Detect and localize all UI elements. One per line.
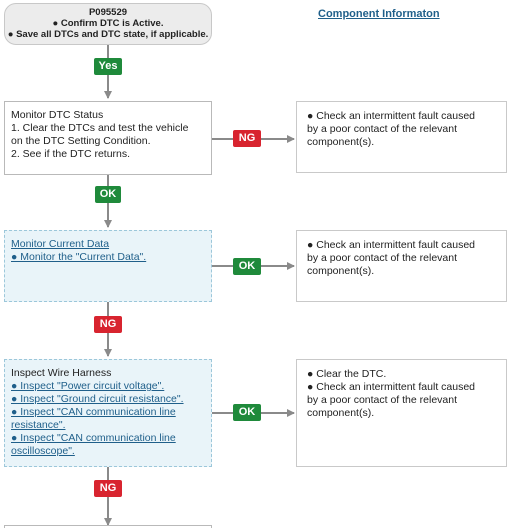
component-information-link[interactable]: Component Informaton <box>318 8 440 20</box>
ng-label-step3: NG <box>94 480 122 497</box>
ok-label-step1: OK <box>95 186 121 203</box>
result1-line2: by a poor contact of the relevant <box>307 123 458 135</box>
step2-title-link[interactable]: Monitor Current Data <box>11 238 110 250</box>
step-inspect-wire-harness <box>4 359 212 467</box>
result3-line4: component(s). <box>307 407 375 419</box>
result3-line1: ● Clear the DTC. <box>307 368 387 380</box>
result-clear-dtc <box>296 359 507 467</box>
step1-line3: 2. See if the DTC returns. <box>11 148 131 160</box>
step2-line1-link[interactable]: ● Monitor the "Current Data". <box>11 251 147 263</box>
start-line-confirm: ● Confirm DTC is Active. <box>52 18 164 29</box>
result2-line3: component(s). <box>307 265 375 277</box>
dtc-code: P095529 <box>88 7 128 18</box>
step1-title: Monitor DTC Status <box>11 109 104 121</box>
result1-line3: component(s). <box>307 136 375 148</box>
result3-line3: by a poor contact of the relevant <box>307 394 458 406</box>
step1-line1: 1. Clear the DTCs and test the vehicle <box>11 122 189 134</box>
inspect-ground-circuit-resistance-link[interactable]: ● Inspect "Ground circuit resistance". <box>11 393 184 405</box>
result1-line1: ● Check an intermittent fault caused <box>307 110 476 122</box>
ok-label-step3: OK <box>233 404 261 421</box>
ok-label-step2: OK <box>233 258 261 275</box>
inspect-can-line-oscilloscope-link[interactable]: ● Inspect "CAN communication line oscilloscope". <box>11 432 176 457</box>
result2-line2: by a poor contact of the relevant <box>307 252 458 264</box>
step1-line2: on the DTC Setting Condition. <box>11 135 151 147</box>
inspect-power-circuit-voltage-link[interactable]: ● Inspect "Power circuit voltage". <box>11 380 165 392</box>
result3-line2: ● Check an intermittent fault caused <box>307 381 476 393</box>
inspect-can-line-resistance-link[interactable]: ● Inspect "CAN communication line resistance". <box>11 406 176 431</box>
step3-title: Inspect Wire Harness <box>11 367 112 379</box>
start-terminal <box>4 3 212 45</box>
start-line-save: ● Save all DTCs and DTC state, if applicable. <box>7 29 209 40</box>
step-monitor-current-data <box>4 230 212 302</box>
result2-line1: ● Check an intermittent fault caused <box>307 239 476 251</box>
result-intermittent-fault-1 <box>296 101 507 173</box>
ng-label-step1: NG <box>233 130 261 147</box>
yes-label: Yes <box>94 58 122 75</box>
step-monitor-dtc-status <box>4 101 212 175</box>
result-intermittent-fault-2 <box>296 230 507 302</box>
ng-label-step2: NG <box>94 316 122 333</box>
